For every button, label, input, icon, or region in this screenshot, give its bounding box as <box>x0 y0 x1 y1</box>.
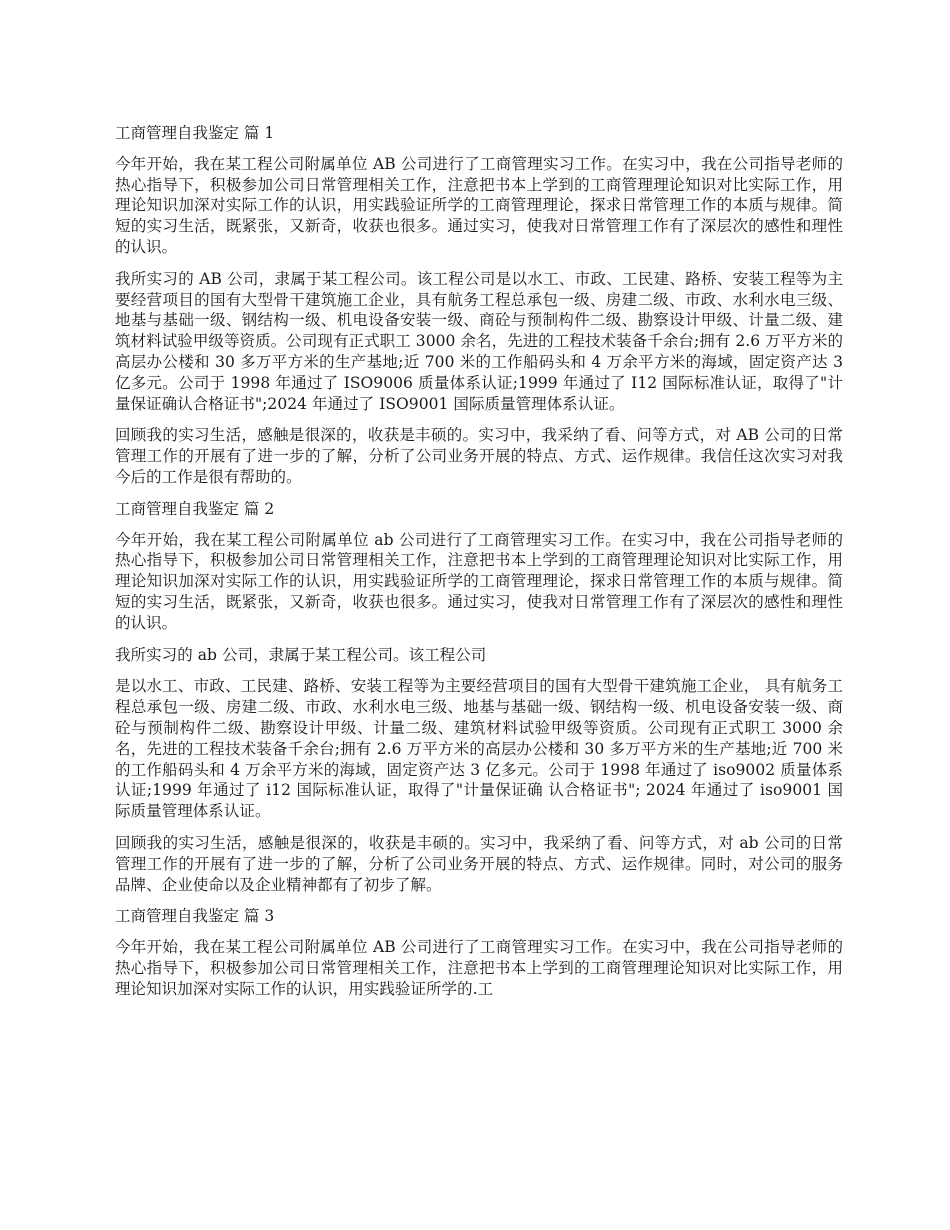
document-page <box>115 123 843 1010</box>
paragraph: 我所实习的 ab 公司，隶属于某工程公司。该工程公司 <box>115 645 487 664</box>
paragraph: 今年开始，我在某工程公司附属单位 AB 公司进行了工商管理实习工作。在实习中，我在公司指导老师的热心指导下，积极参加公司日常管理相关工作，注意把书本上学到的工商管理理论知识对比实际工作，用理论知识加深对实际工作的认识，用实践验证所学的.工 <box>115 938 843 998</box>
section-heading: 工商管理自我鉴定 篇 1 <box>115 124 275 142</box>
paragraph: 今年开始，我在某工程公司附属单位 ab 公司进行了工商管理实习工作。在实习中，我在公司指导老师的热心指导下，积极参加公司日常管理相关工作，注意把书本上学到的工商管理理论知识对比实际工作，用理论知识加深对实际工作的认识，用实践验证所学的工商管理理论，探求日常管理工作的本质与规律。简短的实习生活，既紧张，又新奇，收获也很多。通过实习，使我对日常管理工作有了深层次的感性和理性的认识。 <box>115 530 843 632</box>
paragraph: 回顾我的实习生活，感触是很深的，收获是丰硕的。实习中，我采纳了看、问等方式，对 AB 公司的日常管理工作的开展有了进一步的了解，分析了公司业务开展的特点、方式、运作规律。我信任这次实习对我今后的工作是很有帮助的。 <box>115 426 843 486</box>
section-3 <box>115 906 843 999</box>
paragraph: 今年开始，我在某工程公司附属单位 AB 公司进行了工商管理实习工作。在实习中，我在公司指导老师的热心指导下，积极参加公司日常管理相关工作，注意把书本上学到的工商管理理论知识对比实际工作，用理论知识加深对实际工作的认识，用实践验证所学的工商管理理论，探求日常管理工作的本质与规律。简短的实习生活，既紧张，又新奇，收获也很多。通过实习，使我对日常管理工作有了深层次的感性和理性的认识。 <box>115 154 843 256</box>
paragraph: 回顾我的实习生活，感触是很深的，收获是丰硕的。实习中，我采纳了看、问等方式，对 ab 公司的日常管理工作的开展有了进一步的了解，分析了公司业务开展的特点、方式、运作规律。同时，对公司的服务品牌、企业使命以及企业精神都有了初步了解。 <box>115 833 843 894</box>
section-heading: 工商管理自我鉴定 篇 3 <box>115 907 275 926</box>
section-1 <box>115 123 843 488</box>
paragraph: 我所实习的 AB 公司，隶属于某工程公司。该工程公司是以水工、市政、工民建、路桥、安装工程等为主要经营项目的国有大型骨干建筑施工企业，具有航务工程总承包一级、房建二级、市政、水利水电三级、地基与基础一级、钢结构一级、机电设备安装一级、商砼与预制构件二级、勘察设计甲级、计量二级、建筑材料试验甲级等资质。公司现有正式职工 3000 余名，先进的工程技术装备千余台;拥有 2.6 万平方米的高层办公楼和 30 多万平方米的生产基地;近 700 米的工作船码头和 4 万余平方米的海域，固定资产达 3 亿多元。公司于 1998 年通过了 ISO9006 质量体系认证;1999 年通过了 I12 国际标准认证，取得了"计量保证确认合格证书";2024 年通过了 ISO9001 国际质量管理体系认证。 <box>115 269 843 413</box>
section-heading: 工商管理自我鉴定 篇 2 <box>115 499 275 518</box>
section-2 <box>115 499 843 896</box>
paragraph: 是以水工、市政、工民建、路桥、安装工程等为主要经营项目的国有大型骨干建筑施工企业， 具有航务工程总承包一级、房建二级、市政、水利水电三级、地基与基础一级、钢结构一级、机电设备安装一级、商砼与预制构件二级、勘察设计甲级、计量二级、建筑材料试验甲级等资质。公司现有正式职工 3000 余名，先进的工程技术装备千余台;拥有 2.6 万平方米的高层办公楼和 30 多万平方米的生产基地;近 700 米的工作船码头和 4 万余平方米的海域，固定资产达 3 亿多元。公司于 1998 年通过了 iso9002 质量体系认证;1999 年通过了 i12 国际标准认证，取得了"计量保证确 认合格证书"; 2024 年通过了 iso9001 国际质量管理体系认证。 <box>115 677 843 821</box>
